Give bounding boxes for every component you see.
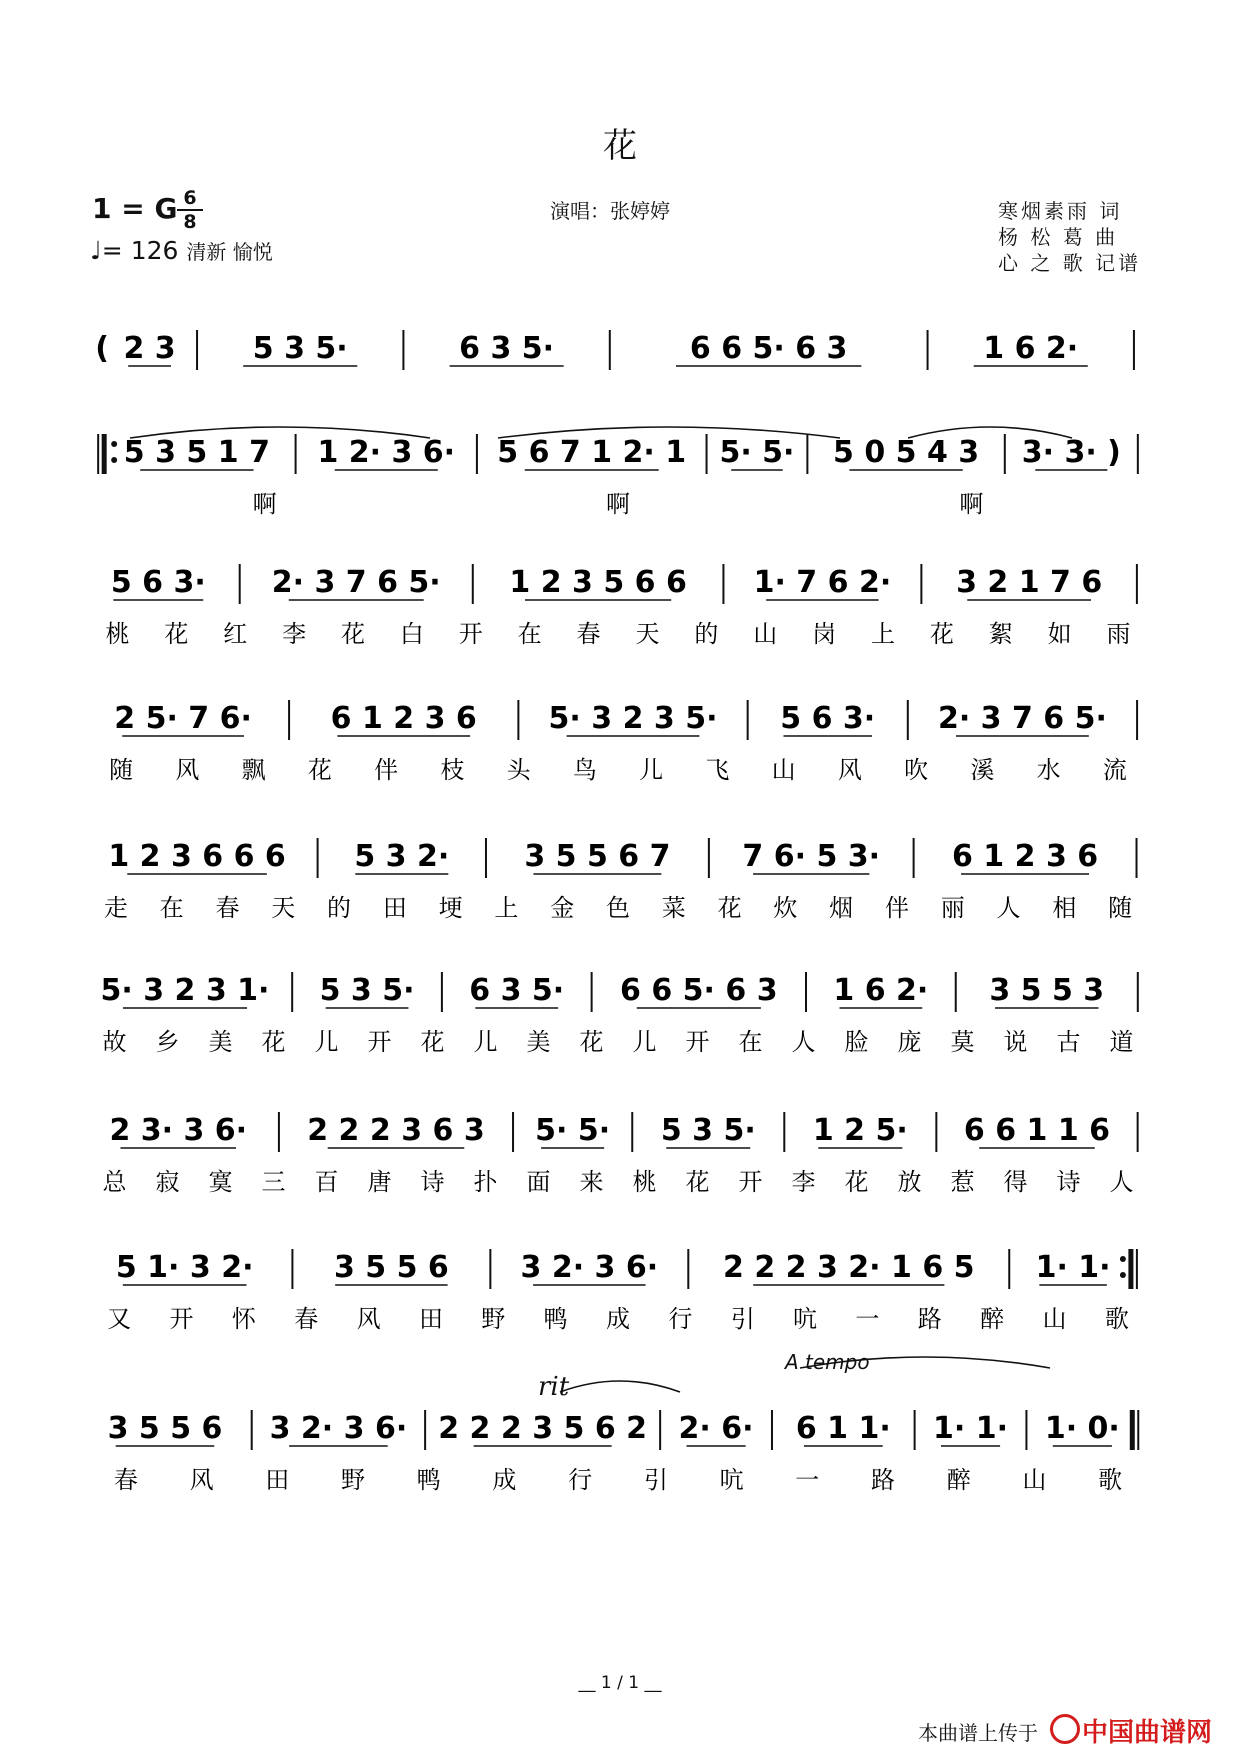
lyric-syllable: 枝: [440, 756, 465, 784]
lyric-syllable: 啊: [252, 490, 277, 518]
note-group: 1· 7 6 2·: [753, 565, 892, 600]
repeat-dot: [1120, 1272, 1126, 1278]
lyric-syllable: 庞: [897, 1028, 922, 1056]
note-group: 2 2 2 3 6 3: [307, 1113, 485, 1148]
upload-note: 本曲谱上传于: [918, 1721, 1038, 1745]
note-group: 2· 3 7 6 5·: [271, 565, 441, 600]
note-group: 1 6 2·: [983, 331, 1079, 366]
note-group: 3 2 1 7 6: [956, 565, 1103, 600]
note-group: 2 3· 3 6·: [109, 1113, 248, 1148]
note-group: 3 5 5 3: [989, 973, 1105, 1008]
lyric-syllable: 引: [730, 1305, 755, 1333]
lyric-syllable: 开: [458, 620, 483, 648]
lyric-syllable: 烟: [829, 894, 854, 922]
lyric-syllable: 飞: [705, 756, 730, 784]
note-group: 5 6 3·: [780, 701, 876, 736]
singer-credit: 演唱：张婷婷: [550, 199, 670, 223]
score-system: [109, 700, 1137, 784]
note-group: 2· 6·: [678, 1411, 754, 1446]
note-group: 5 1· 3 2·: [115, 1250, 254, 1285]
lyric-syllable: 故: [102, 1028, 127, 1056]
lyric-syllable: 山: [753, 620, 778, 648]
a-tempo-marking: A tempo: [785, 1350, 870, 1374]
note-group: 5 3 5·: [660, 1113, 756, 1148]
note-group: 3 2· 3 6·: [269, 1411, 408, 1446]
lyric-syllable: 李: [791, 1168, 816, 1196]
note-group: 5· 5·: [535, 1113, 611, 1148]
lyric-syllable: 一: [855, 1305, 880, 1333]
lyric-syllable: 放: [897, 1168, 922, 1196]
lyric-syllable: 来: [579, 1168, 604, 1196]
score-system: [107, 1249, 1137, 1333]
lyric-syllable: 的: [694, 620, 719, 648]
lyric-syllable: 开: [169, 1305, 194, 1333]
lyric-syllable: 头: [506, 756, 531, 784]
lyric-syllable: 美: [208, 1028, 233, 1056]
lyric-syllable: 开: [367, 1028, 392, 1056]
lyric-syllable: 鸭: [543, 1305, 568, 1333]
lyric-syllable: 如: [1047, 620, 1072, 648]
lyric-syllable: 一: [795, 1466, 820, 1494]
note-group: 5 6 3·: [110, 565, 206, 600]
lyric-syllable: 岗: [812, 620, 837, 648]
lyric-syllable: 在: [517, 620, 542, 648]
lyric-syllable: 莫: [950, 1028, 975, 1056]
note-group: 1 6 2·: [833, 973, 929, 1008]
lyric-syllable: 流: [1102, 756, 1127, 784]
lyric-syllable: 吭: [793, 1305, 818, 1333]
note-group: 2 2 2 3 5 6 2: [438, 1411, 648, 1446]
lyric-syllable: 得: [1003, 1168, 1028, 1196]
lyric-syllable: 歌: [1104, 1305, 1129, 1333]
lyric-syllable: 野: [341, 1466, 365, 1494]
lyric-syllable: 惹: [950, 1168, 975, 1196]
lyric-syllable: 路: [871, 1466, 895, 1494]
lyric-syllable: 啊: [959, 490, 984, 518]
lyric-syllable: 风: [189, 1466, 214, 1494]
lyric-syllable: 花: [929, 620, 954, 648]
lyric-syllable: 田: [418, 1305, 443, 1333]
lyric-syllable: 雨: [1106, 620, 1131, 648]
lyric-syllable: 山: [1022, 1466, 1047, 1494]
score-system: [104, 838, 1137, 922]
score-system: [108, 1410, 1139, 1494]
lyric-syllable: 花: [341, 620, 365, 648]
slur-arc: [560, 1381, 680, 1392]
lyric-syllable: 人: [791, 1028, 816, 1056]
lyric-syllable: 飘: [241, 756, 266, 784]
lyric-syllable: 诗: [1056, 1168, 1081, 1196]
note-group: 5 3 5 1 7: [123, 435, 270, 470]
lyric-syllable: 儿: [639, 756, 664, 784]
lyric-syllable: 天: [635, 620, 660, 648]
lyric-syllable: 伴: [884, 894, 909, 922]
lyric-syllable: 脸: [844, 1028, 869, 1056]
transcriber-credit: 心 之 歌 记谱: [998, 251, 1142, 275]
lyric-syllable: 扑: [473, 1168, 498, 1196]
note-group: 5 3 5·: [319, 973, 415, 1008]
lyric-syllable: 又: [107, 1305, 132, 1333]
note-group: 5· 3 2 3 5·: [548, 701, 718, 736]
lyric-syllable: 白: [399, 620, 424, 648]
lyric-syllable: 随: [109, 756, 134, 784]
repeat-dot: [1120, 1256, 1126, 1262]
score-system: [105, 564, 1136, 648]
lyric-syllable: 李: [282, 620, 307, 648]
lyric-syllable: 歌: [1098, 1466, 1123, 1494]
lyric-syllable: 春: [294, 1305, 319, 1333]
note-group: 6 1 2 3 6: [951, 839, 1099, 874]
lyric-syllable: 桃: [105, 620, 130, 648]
note-group: 6 6 5· 6 3: [620, 973, 778, 1008]
note-group: 5 6 7 1 2· 1: [497, 435, 687, 470]
note-group: 3 5 5 6: [107, 1411, 223, 1446]
lyric-syllable: 鸭: [416, 1466, 441, 1494]
score-system: [95, 330, 1134, 370]
time-denominator: 8: [183, 211, 197, 233]
page-number-text: 1 / 1: [600, 1673, 640, 1693]
note-group: (: [95, 331, 109, 366]
lyric-syllable: 埂: [438, 894, 463, 922]
lyric-syllable: 田: [382, 894, 407, 922]
lyric-syllable: 乡: [155, 1028, 180, 1056]
lyric-syllable: 桃: [632, 1168, 657, 1196]
lyric-syllable: 色: [606, 894, 630, 922]
tempo-value: = 126: [101, 236, 179, 265]
note-group: 6 3 5·: [469, 973, 565, 1008]
note-group: 6 3 5·: [459, 331, 555, 366]
lyric-syllable: 怀: [231, 1305, 256, 1333]
note-group: 3· 3· ): [1021, 435, 1121, 470]
note-group: 3 5 5 6 7: [524, 839, 671, 874]
lyric-syllable: 在: [159, 894, 184, 922]
lyric-syllable: 唐: [367, 1168, 392, 1196]
lyric-syllable: 的: [327, 894, 352, 922]
time-numerator: 6: [183, 187, 197, 209]
note-group: 1 2 5·: [812, 1113, 908, 1148]
lyric-syllable: 道: [1109, 1028, 1134, 1056]
repeat-dot: [111, 457, 117, 463]
page-number: __ 1 / 1 __: [578, 1673, 662, 1693]
lyricist-credit: 寒烟素雨 词: [998, 199, 1123, 223]
lyric-syllable: 红: [223, 620, 248, 648]
note-group: 2 2 2 3 2· 1 6 5: [723, 1250, 975, 1285]
note-group: 6 1 1·: [795, 1411, 891, 1446]
lyric-syllable: 菜: [661, 894, 686, 922]
lyric-syllable: 面: [526, 1168, 551, 1196]
lyric-syllable: 上: [494, 894, 519, 922]
lyric-syllable: 风: [837, 756, 862, 784]
lyric-syllable: 三: [261, 1168, 286, 1196]
repeat-dot: [111, 441, 117, 447]
lyric-syllable: 成: [606, 1305, 630, 1333]
lyric-syllable: 天: [271, 894, 296, 922]
lyric-syllable: 花: [307, 756, 332, 784]
lyric-syllable: 儿: [473, 1028, 498, 1056]
note-group: 1· 1·: [933, 1411, 1009, 1446]
note-group: 6 6 5· 6 3: [689, 331, 848, 366]
lyric-syllable: 上: [871, 620, 895, 648]
lyric-syllable: 吹: [904, 756, 929, 784]
note-group: 2 5· 7 6·: [114, 701, 252, 736]
note-group: 1 2· 3 6·: [317, 435, 456, 470]
lyric-syllable: 花: [420, 1028, 445, 1056]
lyric-syllable: 寞: [208, 1168, 233, 1196]
lyric-syllable: 田: [265, 1466, 290, 1494]
lyric-syllable: 成: [492, 1466, 517, 1494]
note-group: 5 3 5·: [252, 331, 348, 366]
lyric-syllable: 春: [576, 620, 601, 648]
lyric-syllable: 花: [844, 1168, 869, 1196]
score-system: [98, 434, 1138, 518]
quarter-note-icon: ♩: [90, 236, 102, 265]
lyric-syllable: 醉: [980, 1305, 1005, 1333]
lyric-syllable: 花: [717, 894, 742, 922]
lyric-syllable: 溪: [970, 756, 995, 784]
lyric-syllable: 野: [481, 1305, 506, 1333]
note-group: 1 2 3 5 6 6: [509, 565, 687, 600]
lyric-syllable: 炊: [773, 894, 798, 922]
lyric-syllable: 花: [579, 1028, 604, 1056]
note-group: 5 0 5 4 3: [833, 435, 980, 470]
lyric-syllable: 开: [685, 1028, 710, 1056]
lyric-syllable: 山: [1042, 1305, 1067, 1333]
lyric-syllable: 儿: [632, 1028, 657, 1056]
site-name: 中国曲谱网: [1082, 1718, 1213, 1748]
lyric-syllable: 伴: [374, 756, 399, 784]
score-system: [103, 1112, 1138, 1196]
lyric-syllable: 引: [643, 1466, 668, 1494]
lyric-syllable: 金: [550, 894, 575, 922]
note-group: 6 1 2 3 6: [330, 701, 477, 736]
lyric-syllable: 路: [917, 1305, 942, 1333]
note-group: 7 6· 5 3·: [742, 839, 881, 874]
lyric-syllable: 说: [1003, 1028, 1028, 1056]
note-group: 2· 3 7 6 5·: [937, 701, 1107, 736]
lyric-syllable: 鸟: [572, 756, 597, 784]
lyric-syllable: 开: [738, 1168, 763, 1196]
lyric-syllable: 美: [526, 1028, 551, 1056]
lyric-syllable: 春: [113, 1466, 138, 1494]
lyric-syllable: 古: [1056, 1028, 1081, 1056]
mood-text: 清新 愉悦: [186, 240, 273, 264]
note-group: 5· 3 2 3 1·: [100, 973, 270, 1008]
lyric-syllable: 絮: [988, 620, 1013, 648]
note-group: 6 6 1 1 6: [963, 1113, 1111, 1148]
note-group: 1· 1·: [1035, 1250, 1111, 1285]
lyric-syllable: 花: [685, 1168, 710, 1196]
lyric-syllable: 春: [215, 894, 240, 922]
lyric-syllable: 相: [1052, 894, 1077, 922]
lyric-syllable: 在: [738, 1028, 763, 1056]
note-group: 1· 0·: [1044, 1411, 1120, 1446]
lyric-syllable: 水: [1036, 756, 1061, 784]
key-signature: 1 = G: [92, 192, 178, 225]
lyric-syllable: 行: [668, 1305, 693, 1333]
song-title: 花: [603, 126, 637, 166]
site-logo: [1050, 1712, 1212, 1749]
lyric-syllable: 醉: [946, 1466, 971, 1494]
lyric-syllable: 吭: [719, 1466, 744, 1494]
note-group: 3 5 5 6: [333, 1250, 449, 1285]
lyric-syllable: 山: [771, 756, 796, 784]
lyric-syllable: 风: [175, 756, 200, 784]
logo-mark-icon: [1050, 1714, 1080, 1744]
note-group: 1 2 3 6 6 6: [108, 839, 286, 874]
lyric-syllable: 花: [164, 620, 189, 648]
lyric-syllable: 百: [314, 1168, 339, 1196]
score-system: [101, 972, 1138, 1056]
lyric-syllable: 花: [261, 1028, 286, 1056]
rit-marking: rit: [538, 1372, 570, 1402]
lyric-syllable: 行: [568, 1466, 593, 1494]
lyric-syllable: 诗: [420, 1168, 445, 1196]
note-group: 3 2· 3 6·: [520, 1250, 659, 1285]
lyric-syllable: 风: [356, 1305, 381, 1333]
lyric-syllable: 总: [102, 1168, 127, 1196]
note-group: 5 3 2·: [354, 839, 450, 874]
lyric-syllable: 随: [1108, 894, 1133, 922]
composer-credit: 杨 松 葛 曲: [998, 225, 1119, 249]
note-group: 2 3: [123, 331, 176, 366]
lyric-syllable: 人: [1109, 1168, 1134, 1196]
lyric-syllable: 寂: [155, 1168, 180, 1196]
lyric-syllable: 儿: [314, 1028, 339, 1056]
lyric-syllable: 走: [103, 894, 128, 922]
lyric-syllable: 丽: [940, 894, 965, 922]
lyric-syllable: 人: [996, 894, 1021, 922]
note-group: 5· 5·: [719, 435, 795, 470]
lyric-syllable: 啊: [606, 490, 630, 518]
